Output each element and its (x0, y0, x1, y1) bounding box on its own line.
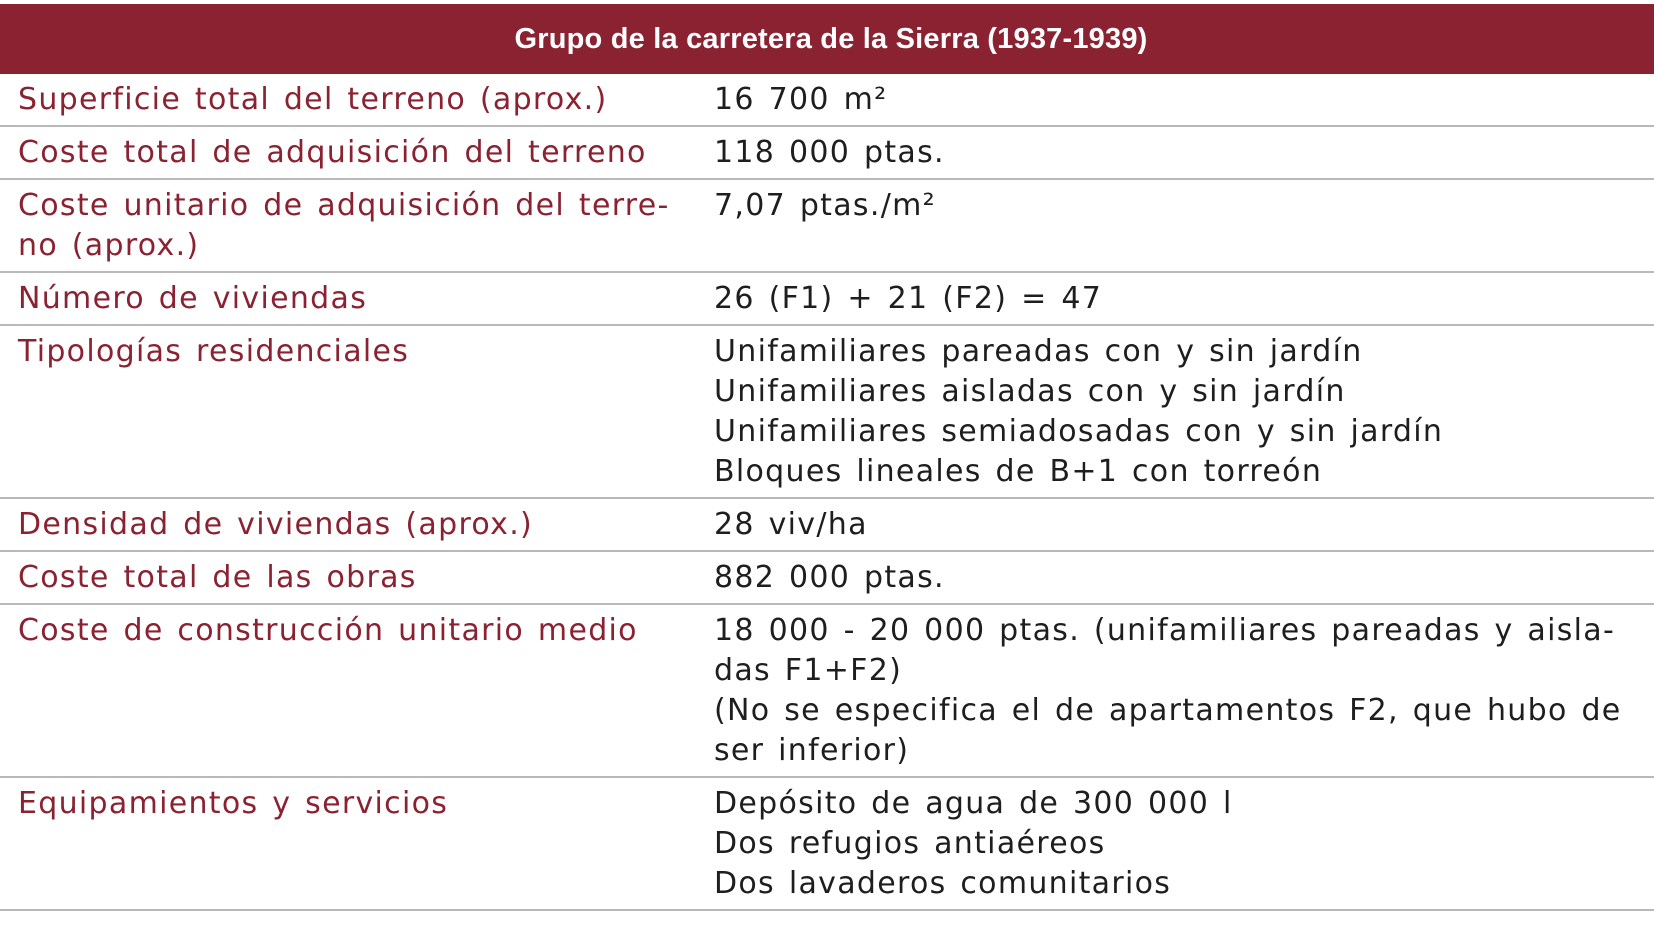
row-label-line: no (aprox.) (18, 228, 200, 263)
table-row (0, 326, 1654, 499)
row-label-line: Número de viviendas (18, 281, 368, 316)
row-label (0, 133, 700, 173)
row-label (0, 186, 700, 266)
row-value-line: 7,07 ptas./m² (714, 188, 936, 223)
row-label-line: Densidad de viviendas (aprox.) (18, 507, 534, 542)
row-value-line: Unifamiliares semiadosadas con y sin jardín (714, 414, 1444, 449)
table-row (0, 499, 1654, 552)
row-value-line: Dos lavaderos comunitarios (714, 866, 1172, 901)
row-label-line: Equipamientos y servicios (18, 786, 449, 821)
row-value (700, 186, 1654, 266)
row-value (700, 611, 1654, 771)
row-value-line: das F1+F2) (714, 653, 903, 688)
table-row (0, 180, 1654, 273)
row-value-line: 18 000 - 20 000 ptas. (unifamiliares pareadas y aisla- (714, 613, 1616, 648)
row-value (700, 784, 1654, 904)
row-label-line: Coste unitario de adquisición del terre- (18, 188, 670, 223)
row-label (0, 80, 700, 120)
row-value (700, 133, 1654, 173)
row-value (700, 505, 1654, 545)
table-row (0, 552, 1654, 605)
row-value-line: Depósito de agua de 300 000 l (714, 786, 1233, 821)
table-title: Grupo de la carretera de la Sierra (1937-1939) (0, 4, 1654, 74)
row-label (0, 505, 700, 545)
row-label-line: Tipologías residenciales (18, 334, 410, 369)
row-value-line: 16 700 m² (714, 82, 888, 117)
row-label (0, 332, 700, 492)
row-value-line: (No se especifica el de apartamentos F2, que hubo de (714, 693, 1622, 728)
table-row (0, 74, 1654, 127)
row-value-line: 28 viv/ha (714, 507, 868, 542)
row-value-line: Bloques lineales de B+1 con torreón (714, 454, 1323, 489)
table-row (0, 778, 1654, 911)
row-value (700, 80, 1654, 120)
table-row (0, 127, 1654, 180)
row-value-line: 882 000 ptas. (714, 560, 945, 595)
row-value (700, 558, 1654, 598)
row-value-line: Dos refugios antiaéreos (714, 826, 1106, 861)
table-row (0, 605, 1654, 778)
row-label (0, 558, 700, 598)
data-table (0, 4, 1654, 911)
table-row (0, 273, 1654, 326)
row-label (0, 611, 700, 771)
row-label-line: Coste total de las obras (18, 560, 417, 595)
row-value-line: Unifamiliares aisladas con y sin jardín (714, 374, 1346, 409)
row-value (700, 279, 1654, 319)
row-label-line: Coste total de adquisición del terreno (18, 135, 647, 170)
row-value-line: 26 (F1) + 21 (F2) = 47 (714, 281, 1103, 316)
row-value-line: Unifamiliares pareadas con y sin jardín (714, 334, 1363, 369)
row-label (0, 279, 700, 319)
row-value (700, 332, 1654, 492)
row-value-line: ser inferior) (714, 733, 910, 768)
row-label-line: Superficie total del terreno (aprox.) (18, 82, 608, 117)
row-label (0, 784, 700, 904)
row-label-line: Coste de construcción unitario medio (18, 613, 638, 648)
row-value-line: 118 000 ptas. (714, 135, 945, 170)
